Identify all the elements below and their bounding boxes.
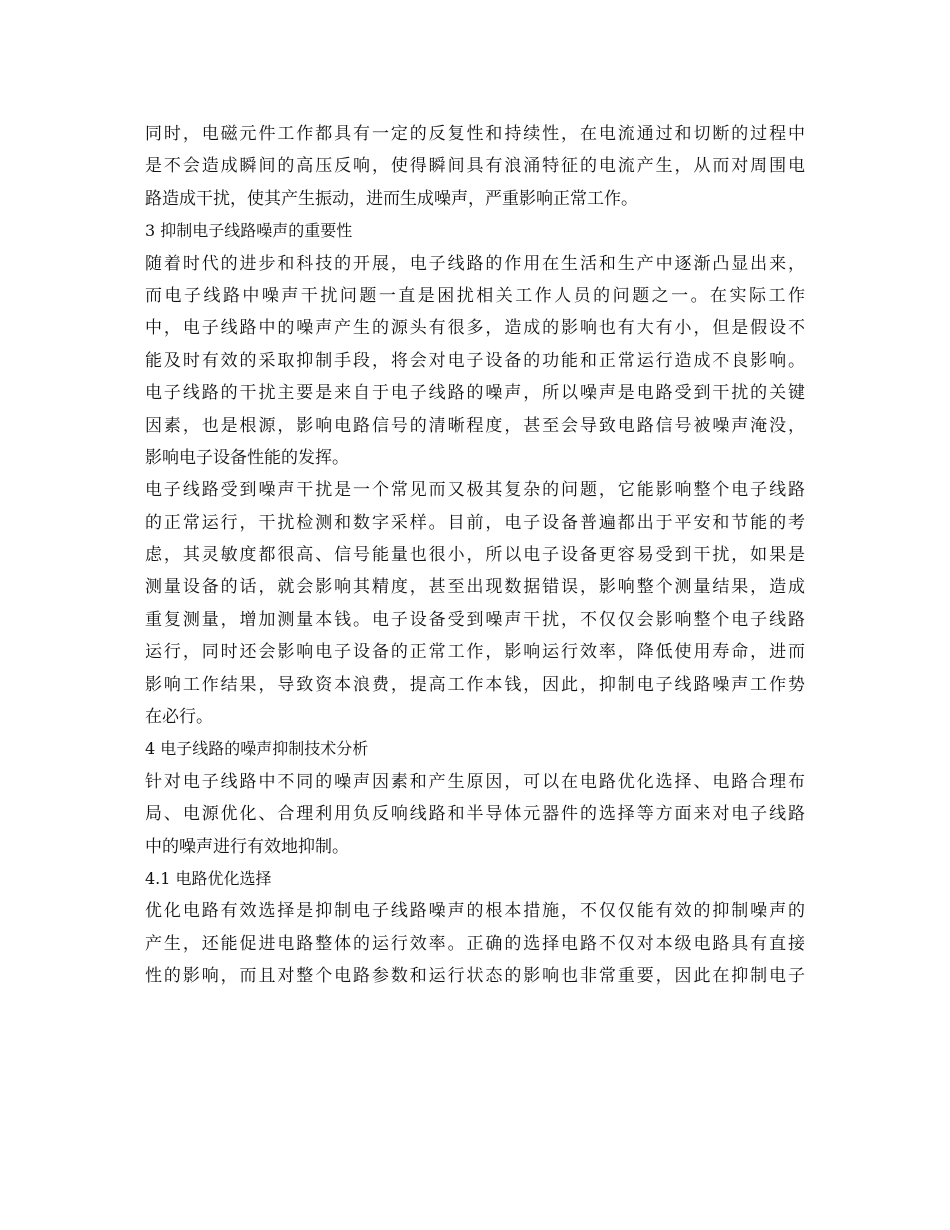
- text-line: 局、电源优化、合理利用负反响线路和半导体元器件的选择等方面来对电子线路: [145, 804, 805, 825]
- text-line: 产生，还能促进电路整体的运行效率。正确的选择电路不仅对本级电路具有直接: [145, 933, 805, 954]
- text-line: 性的影响，而且对整个电路参数和运行状态的影响也非常重要，因此在抑制电子: [145, 966, 805, 987]
- text-line: 而电子线路中噪声干扰问题一直是困扰相关工作人员的问题之一。在实际工作: [145, 285, 805, 306]
- text-line: 同时，电磁元件工作都具有一定的反复性和持续性，在电流通过和切断的过程中: [145, 124, 805, 144]
- subsection-heading-4-1: 4.1 电路优化选择: [145, 868, 272, 888]
- text-line: 测量设备的话，就会影响其精度，甚至出现数据错误，影响整个测量结果，造成: [145, 577, 805, 598]
- text-line: 影响电子设备性能的发挥。: [145, 447, 349, 468]
- text-line: 能及时有效的采取抑制手段，将会对电子设备的功能和正常运行造成不良影响。: [145, 350, 805, 371]
- text-line: 电子线路受到噪声干扰是一个常见而又极其复杂的问题，它能影响整个电子线路: [145, 480, 805, 501]
- document-body: [145, 118, 805, 993]
- text-line: 针对电子线路中不同的噪声因素和产生原因，可以在电路优化选择、电路合理布: [145, 771, 805, 792]
- text-line: 随着时代的进步和科技的开展，电子线路的作用在生活和生产中逐渐凸显出来，: [145, 253, 805, 274]
- text-line: 影响工作结果，导致资本浪费，提高工作本钱，因此，抑制电子线路噪声工作势: [145, 674, 805, 695]
- text-line: 虑，其灵敏度都很高、信号能量也很小，所以电子设备更容易受到干扰，如果是: [145, 545, 805, 566]
- text-line: 中，电子线路中的噪声产生的源头有很多，造成的影响也有大有小，但是假设不: [145, 318, 805, 339]
- text-line: 电子线路的干扰主要是来自于电子线路的噪声，所以噪声是电路受到干扰的关键: [145, 383, 805, 404]
- section-heading-4: 4 电子线路的噪声抑制技术分析: [145, 739, 369, 759]
- text-line: 在必行。: [145, 707, 213, 728]
- text-line: 路造成干扰，使其产生振动，进而生成噪声，严重影响正常工作。: [145, 188, 638, 209]
- text-line: 的正常运行，干扰检测和数字采样。目前，电子设备普遍都出于平安和节能的考: [145, 512, 805, 533]
- text-line: 重复测量，增加测量本钱。电子设备受到噪声干扰，不仅仅会影响整个电子线路: [145, 609, 805, 630]
- section-heading-3: 3 抑制电子线路噪声的重要性: [145, 221, 353, 241]
- text-line: 是不会造成瞬间的高压反响，使得瞬间具有浪涌特征的电流产生，从而对周围电: [145, 156, 805, 177]
- text-line: 因素，也是根源，影响电路信号的清晰程度，甚至会导致电路信号被噪声淹没，: [145, 415, 805, 436]
- text-line: 优化电路有效选择是抑制电子线路噪声的根本措施，不仅仅能有效的抑制噪声的: [145, 901, 805, 922]
- text-line: 运行，同时还会影响电子设备的正常工作，影响运行效率，降低使用寿命，进而: [145, 642, 805, 663]
- text-line: 中的噪声进行有效地抑制。: [145, 836, 349, 857]
